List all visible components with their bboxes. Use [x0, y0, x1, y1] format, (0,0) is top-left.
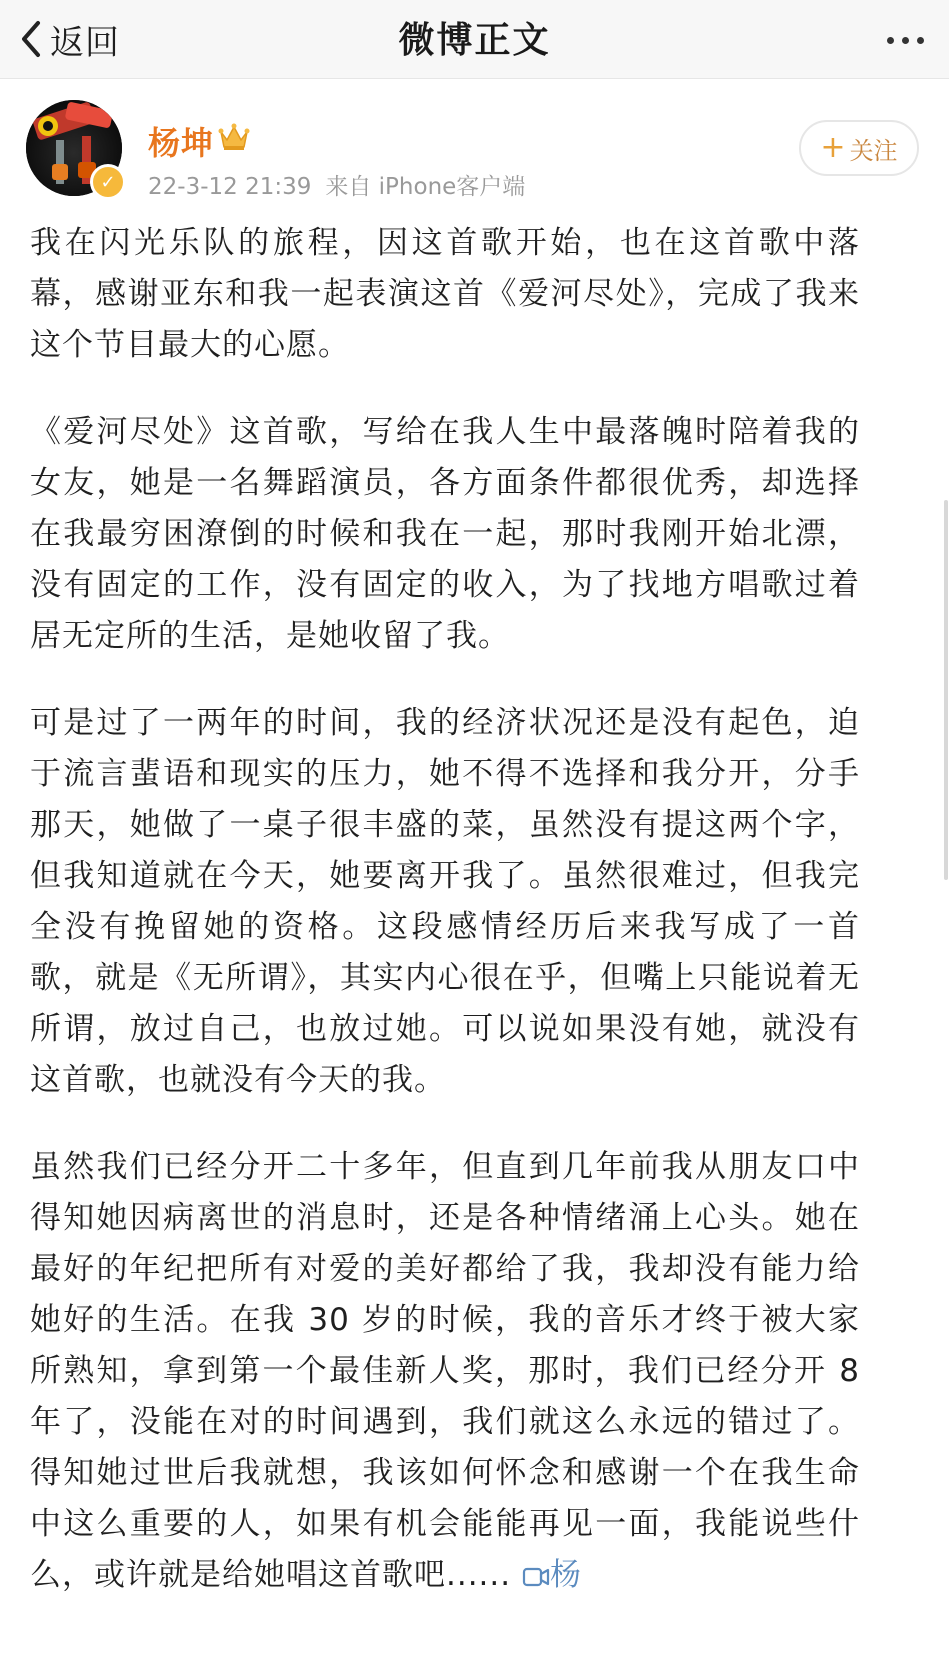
author-name[interactable]: 杨坤: [148, 124, 215, 162]
video-link[interactable]: [522, 1557, 582, 1593]
scrollbar-thumb[interactable]: [944, 500, 948, 880]
post-paragraph: [30, 1142, 860, 1601]
post-body: [30, 218, 860, 1601]
back-label: 返回: [50, 22, 120, 63]
video-link-label: 杨: [549, 1557, 582, 1593]
post-meta: [148, 168, 525, 201]
page-title: 微博正文: [398, 20, 551, 61]
post-timestamp: 22-3-12 21:39: [148, 174, 312, 200]
post-paragraph: 《爱河尽处》这首歌，写给在我人生中最落魄时陪着我的女友，她是一名舞蹈演员，各方面条件都很优秀，却选择在我最穷困潦倒的时候和我在一起，那时我刚开始北漂，没有固定的工作，没有固定的收入，为了找地方唱歌过着居无定所的生活，是她收留了我。: [30, 414, 860, 654]
post-paragraph: 我在闪光乐队的旅程，因这首歌开始，也在这首歌中落幕，感谢亚东和我一起表演这首《爱河尽处》，完成了我来这个节目最大的心愿。: [30, 225, 860, 363]
more-dots-icon[interactable]: [875, 22, 935, 58]
verified-v-icon: ✓: [90, 164, 126, 200]
scrollbar[interactable]: [943, 0, 949, 900]
video-icon: [522, 1565, 550, 1589]
post-source: 来自 iPhone客户端: [325, 174, 526, 200]
post-paragraph-text: 虽然我们已经分开二十多年，但直到几年前我从朋友口中得知她因病离世的消息时，还是各种情绪涌上心头。她在最好的年纪把所有对爱的美好都给了我，我却没有能力给她好的生活。在我 30 岁的时候，我的音乐才终于被大家所熟知，拿到第一个最佳新人奖，那时，我们已经分开 8 年了，没能在对的时间遇到，我们就这么永远的错过了。得知她过世后我就想，我该如何怀念和感谢一个在我生命中这么重要的人，如果有机会能能再见一面，我能说些什么，或许就是给她唱这首歌吧......: [30, 1149, 860, 1593]
avatar[interactable]: [26, 100, 122, 196]
follow-button[interactable]: [799, 120, 919, 176]
post-paragraph: 可是过了一两年的时间，我的经济状况还是没有起色，迫于流言蜚语和现实的压力，她不得不选择和我分开，分手那天，她做了一桌子很丰盛的菜，虽然没有提这两个字，但我知道就在今天，她要离开我了。虽然很难过，但我完全没有挽留她的资格。这段感情经历后来我写成了一首歌，就是《无所谓》，其实内心很在乎，但嘴上只能说着无所谓，放过自己，也放过她。可以说如果没有她，就没有这首歌，也就没有今天的我。: [30, 705, 860, 1098]
follow-label: 关注: [849, 136, 898, 165]
top-navigation-bar: [0, 0, 949, 79]
crown-icon: [218, 122, 250, 152]
plus-icon: +: [820, 130, 846, 165]
